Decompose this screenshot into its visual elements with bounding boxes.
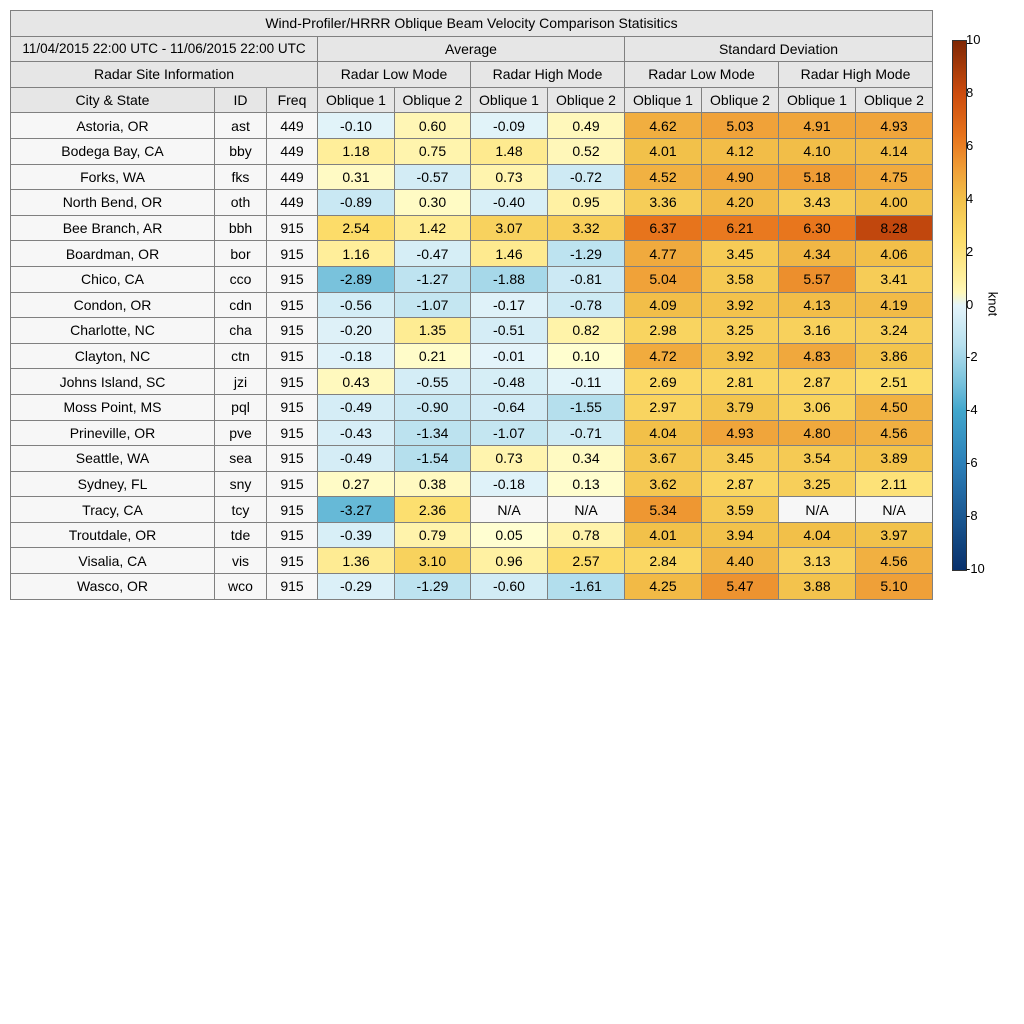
site-freq: 915: [267, 420, 318, 446]
site-freq: 915: [267, 471, 318, 497]
value-cell: 1.16: [318, 241, 395, 267]
colorbar-tick-label: 6: [966, 137, 974, 153]
table-row: [11, 241, 933, 267]
value-cell: 2.81: [702, 369, 779, 395]
average-header: Average: [318, 36, 625, 62]
site-id: wco: [215, 574, 267, 600]
value-cell: 1.46: [471, 241, 548, 267]
value-cell: 3.43: [779, 190, 856, 216]
value-cell: -0.01: [471, 343, 548, 369]
colorbar-tick-label: -10: [966, 561, 985, 576]
value-cell: 4.06: [856, 241, 933, 267]
colorbar-tick-label: 8: [966, 84, 974, 100]
value-cell: -0.10: [318, 113, 395, 139]
value-cell: -1.88: [471, 266, 548, 292]
value-cell: 3.92: [702, 343, 779, 369]
table-row: [11, 522, 933, 548]
value-cell: 0.43: [318, 369, 395, 395]
table-row: [11, 446, 933, 472]
value-cell: -0.71: [548, 420, 625, 446]
value-cell: -0.57: [395, 164, 471, 190]
column-header: Oblique 1: [471, 87, 548, 113]
value-cell: -0.48: [471, 369, 548, 395]
table-row: [11, 343, 933, 369]
value-cell: 0.60: [395, 113, 471, 139]
value-cell: 4.56: [856, 420, 933, 446]
value-cell: -0.29: [318, 574, 395, 600]
value-cell: 0.10: [548, 343, 625, 369]
value-cell: 1.42: [395, 215, 471, 241]
table-row: [11, 574, 933, 600]
value-cell: -0.90: [395, 394, 471, 420]
value-cell: 4.75: [856, 164, 933, 190]
value-cell: 5.04: [625, 266, 702, 292]
value-cell: 4.80: [779, 420, 856, 446]
value-cell: 4.83: [779, 343, 856, 369]
value-cell: 6.21: [702, 215, 779, 241]
value-cell: -1.29: [395, 574, 471, 600]
value-cell: 3.86: [856, 343, 933, 369]
table-row: [11, 369, 933, 395]
value-cell: 3.79: [702, 394, 779, 420]
site-city: Moss Point, MS: [11, 394, 215, 420]
value-cell: 6.37: [625, 215, 702, 241]
value-cell: 3.06: [779, 394, 856, 420]
avg-high-mode-header: Radar High Mode: [471, 62, 625, 88]
value-cell: 2.84: [625, 548, 702, 574]
site-id: fks: [215, 164, 267, 190]
statistics-table: [10, 10, 933, 600]
site-id: sea: [215, 446, 267, 472]
value-cell: 3.41: [856, 266, 933, 292]
value-cell: 4.52: [625, 164, 702, 190]
value-cell: 0.52: [548, 138, 625, 164]
value-cell: N/A: [471, 497, 548, 523]
value-cell: 3.62: [625, 471, 702, 497]
value-cell: 0.27: [318, 471, 395, 497]
value-cell: 3.36: [625, 190, 702, 216]
title-row: [11, 11, 933, 37]
colorbar-tick-label: -4: [966, 402, 978, 418]
value-cell: 6.30: [779, 215, 856, 241]
colorbar-label: knot: [985, 291, 1001, 317]
value-cell: 0.79: [395, 522, 471, 548]
value-cell: 3.89: [856, 446, 933, 472]
site-id: pve: [215, 420, 267, 446]
value-cell: 5.18: [779, 164, 856, 190]
value-cell: -0.47: [395, 241, 471, 267]
site-id: ctn: [215, 343, 267, 369]
value-cell: -0.56: [318, 292, 395, 318]
value-cell: 4.04: [625, 420, 702, 446]
value-cell: 4.93: [856, 113, 933, 139]
value-cell: 8.28: [856, 215, 933, 241]
value-cell: 0.82: [548, 318, 625, 344]
value-cell: -0.18: [471, 471, 548, 497]
value-cell: 0.13: [548, 471, 625, 497]
value-cell: -0.18: [318, 343, 395, 369]
table-row: [11, 113, 933, 139]
table-row: [11, 190, 933, 216]
site-freq: 449: [267, 113, 318, 139]
value-cell: 4.34: [779, 241, 856, 267]
value-cell: 2.98: [625, 318, 702, 344]
value-cell: 3.45: [702, 446, 779, 472]
value-cell: 1.35: [395, 318, 471, 344]
site-freq: 915: [267, 318, 318, 344]
value-cell: -0.40: [471, 190, 548, 216]
site-id: tde: [215, 522, 267, 548]
value-cell: 3.94: [702, 522, 779, 548]
table-row: [11, 138, 933, 164]
value-cell: 2.69: [625, 369, 702, 395]
site-freq: 915: [267, 241, 318, 267]
value-cell: -0.64: [471, 394, 548, 420]
colorbar-tick-label: 4: [966, 190, 974, 206]
value-cell: N/A: [779, 497, 856, 523]
site-freq: 915: [267, 497, 318, 523]
group-header-row: [11, 36, 933, 62]
value-cell: 4.56: [856, 548, 933, 574]
value-cell: 4.09: [625, 292, 702, 318]
value-cell: -0.72: [548, 164, 625, 190]
site-id: jzi: [215, 369, 267, 395]
site-freq: 915: [267, 369, 318, 395]
column-header: Oblique 2: [702, 87, 779, 113]
table-body: [11, 113, 933, 599]
value-cell: -0.17: [471, 292, 548, 318]
column-header: Oblique 1: [625, 87, 702, 113]
value-cell: 4.01: [625, 522, 702, 548]
value-cell: 4.19: [856, 292, 933, 318]
colorbar-tick-label: -2: [966, 349, 978, 365]
standard-deviation-header: Standard Deviation: [625, 36, 933, 62]
site-city: Bee Branch, AR: [11, 215, 215, 241]
value-cell: -0.55: [395, 369, 471, 395]
table-row: [11, 497, 933, 523]
site-freq: 915: [267, 574, 318, 600]
value-cell: 3.97: [856, 522, 933, 548]
value-cell: 4.12: [702, 138, 779, 164]
value-cell: 3.25: [702, 318, 779, 344]
value-cell: 0.96: [471, 548, 548, 574]
site-city: Seattle, WA: [11, 446, 215, 472]
value-cell: 2.97: [625, 394, 702, 420]
value-cell: 3.16: [779, 318, 856, 344]
value-cell: -1.61: [548, 574, 625, 600]
value-cell: 0.30: [395, 190, 471, 216]
value-cell: -0.43: [318, 420, 395, 446]
colorbar-tick-label: 10: [966, 32, 981, 47]
site-id: bor: [215, 241, 267, 267]
value-cell: -1.07: [395, 292, 471, 318]
table-row: [11, 420, 933, 446]
value-cell: -3.27: [318, 497, 395, 523]
colorbar-tick-label: 0: [966, 296, 974, 312]
value-cell: -1.07: [471, 420, 548, 446]
value-cell: 2.54: [318, 215, 395, 241]
value-cell: 3.59: [702, 497, 779, 523]
site-city: Wasco, OR: [11, 574, 215, 600]
value-cell: 5.34: [625, 497, 702, 523]
value-cell: -0.89: [318, 190, 395, 216]
site-freq: 915: [267, 548, 318, 574]
value-cell: -1.55: [548, 394, 625, 420]
value-cell: 4.50: [856, 394, 933, 420]
site-id: cha: [215, 318, 267, 344]
site-id: cco: [215, 266, 267, 292]
value-cell: 3.24: [856, 318, 933, 344]
site-id: sny: [215, 471, 267, 497]
value-cell: 4.25: [625, 574, 702, 600]
value-cell: -0.81: [548, 266, 625, 292]
column-header: Oblique 1: [779, 87, 856, 113]
value-cell: 0.34: [548, 446, 625, 472]
table-row: [11, 318, 933, 344]
value-cell: N/A: [856, 497, 933, 523]
value-cell: -1.34: [395, 420, 471, 446]
value-cell: 0.73: [471, 446, 548, 472]
site-city: Troutdale, OR: [11, 522, 215, 548]
colorbar: [952, 40, 967, 571]
value-cell: 0.78: [548, 522, 625, 548]
value-cell: 4.01: [625, 138, 702, 164]
value-cell: 4.13: [779, 292, 856, 318]
value-cell: -1.54: [395, 446, 471, 472]
table-row: [11, 292, 933, 318]
site-city: Condon, OR: [11, 292, 215, 318]
site-freq: 915: [267, 522, 318, 548]
value-cell: -1.27: [395, 266, 471, 292]
column-header: Oblique 1: [318, 87, 395, 113]
value-cell: 5.57: [779, 266, 856, 292]
value-cell: 4.20: [702, 190, 779, 216]
value-cell: -0.49: [318, 394, 395, 420]
date-range: 11/04/2015 22:00 UTC - 11/06/2015 22:00 UTC: [11, 36, 318, 62]
table-row: [11, 266, 933, 292]
value-cell: 0.31: [318, 164, 395, 190]
site-id: ast: [215, 113, 267, 139]
site-city: Johns Island, SC: [11, 369, 215, 395]
site-id: tcy: [215, 497, 267, 523]
value-cell: 3.32: [548, 215, 625, 241]
site-city: Prineville, OR: [11, 420, 215, 446]
value-cell: -0.20: [318, 318, 395, 344]
site-city: Boardman, OR: [11, 241, 215, 267]
value-cell: 3.88: [779, 574, 856, 600]
value-cell: 3.67: [625, 446, 702, 472]
value-cell: 4.00: [856, 190, 933, 216]
value-cell: 4.40: [702, 548, 779, 574]
site-city: Forks, WA: [11, 164, 215, 190]
site-city: Chico, CA: [11, 266, 215, 292]
value-cell: 4.62: [625, 113, 702, 139]
colorbar-tick-label: -8: [966, 508, 978, 524]
site-id: oth: [215, 190, 267, 216]
table-row: [11, 164, 933, 190]
site-id: vis: [215, 548, 267, 574]
value-cell: 3.25: [779, 471, 856, 497]
value-cell: 2.87: [702, 471, 779, 497]
site-id: bby: [215, 138, 267, 164]
value-cell: 2.87: [779, 369, 856, 395]
site-city: Visalia, CA: [11, 548, 215, 574]
site-city: North Bend, OR: [11, 190, 215, 216]
value-cell: 3.92: [702, 292, 779, 318]
value-cell: 3.13: [779, 548, 856, 574]
site-freq: 915: [267, 292, 318, 318]
value-cell: 1.48: [471, 138, 548, 164]
site-freq: 915: [267, 343, 318, 369]
table-row: [11, 394, 933, 420]
value-cell: 4.90: [702, 164, 779, 190]
site-freq: 915: [267, 266, 318, 292]
value-cell: 0.49: [548, 113, 625, 139]
site-freq: 915: [267, 394, 318, 420]
value-cell: -2.89: [318, 266, 395, 292]
value-cell: 1.36: [318, 548, 395, 574]
value-cell: -0.78: [548, 292, 625, 318]
value-cell: 0.95: [548, 190, 625, 216]
site-id: bbh: [215, 215, 267, 241]
value-cell: 0.75: [395, 138, 471, 164]
value-cell: 2.36: [395, 497, 471, 523]
value-cell: -0.39: [318, 522, 395, 548]
site-id: cdn: [215, 292, 267, 318]
value-cell: 5.03: [702, 113, 779, 139]
value-cell: 2.11: [856, 471, 933, 497]
site-city: Bodega Bay, CA: [11, 138, 215, 164]
site-freq: 449: [267, 190, 318, 216]
site-city: Tracy, CA: [11, 497, 215, 523]
site-freq: 449: [267, 164, 318, 190]
site-id: pql: [215, 394, 267, 420]
value-cell: 4.72: [625, 343, 702, 369]
column-header: Oblique 2: [856, 87, 933, 113]
value-cell: -1.29: [548, 241, 625, 267]
column-header: Freq: [267, 87, 318, 113]
value-cell: 3.58: [702, 266, 779, 292]
column-header: City & State: [11, 87, 215, 113]
column-header: Oblique 2: [548, 87, 625, 113]
site-freq: 915: [267, 446, 318, 472]
mode-header-row: [11, 62, 933, 88]
value-cell: 4.14: [856, 138, 933, 164]
colorbar-tick-label: 2: [966, 243, 974, 259]
avg-low-mode-header: Radar Low Mode: [318, 62, 471, 88]
site-info-header: Radar Site Information: [11, 62, 318, 88]
value-cell: 0.05: [471, 522, 548, 548]
value-cell: 3.45: [702, 241, 779, 267]
table-row: [11, 471, 933, 497]
value-cell: -0.49: [318, 446, 395, 472]
column-header: Oblique 2: [395, 87, 471, 113]
value-cell: 3.10: [395, 548, 471, 574]
value-cell: 0.73: [471, 164, 548, 190]
value-cell: 2.57: [548, 548, 625, 574]
table-row: [11, 215, 933, 241]
value-cell: 4.77: [625, 241, 702, 267]
value-cell: 5.47: [702, 574, 779, 600]
site-city: Charlotte, NC: [11, 318, 215, 344]
sd-low-mode-header: Radar Low Mode: [625, 62, 779, 88]
value-cell: -0.51: [471, 318, 548, 344]
sd-high-mode-header: Radar High Mode: [779, 62, 933, 88]
value-cell: -0.60: [471, 574, 548, 600]
column-header-row: [11, 87, 933, 113]
value-cell: N/A: [548, 497, 625, 523]
value-cell: 4.04: [779, 522, 856, 548]
value-cell: -0.09: [471, 113, 548, 139]
site-city: Clayton, NC: [11, 343, 215, 369]
value-cell: 0.21: [395, 343, 471, 369]
value-cell: 1.18: [318, 138, 395, 164]
table-title: Wind-Profiler/HRRR Oblique Beam Velocity Comparison Statisitics: [11, 11, 933, 37]
colorbar-tick-label: -6: [966, 455, 978, 471]
value-cell: 4.91: [779, 113, 856, 139]
value-cell: -0.11: [548, 369, 625, 395]
table-row: [11, 548, 933, 574]
value-cell: 5.10: [856, 574, 933, 600]
value-cell: 3.07: [471, 215, 548, 241]
value-cell: 3.54: [779, 446, 856, 472]
value-cell: 2.51: [856, 369, 933, 395]
site-city: Astoria, OR: [11, 113, 215, 139]
site-freq: 915: [267, 215, 318, 241]
site-city: Sydney, FL: [11, 471, 215, 497]
value-cell: 4.10: [779, 138, 856, 164]
value-cell: 0.38: [395, 471, 471, 497]
value-cell: 4.93: [702, 420, 779, 446]
column-header: ID: [215, 87, 267, 113]
site-freq: 449: [267, 138, 318, 164]
